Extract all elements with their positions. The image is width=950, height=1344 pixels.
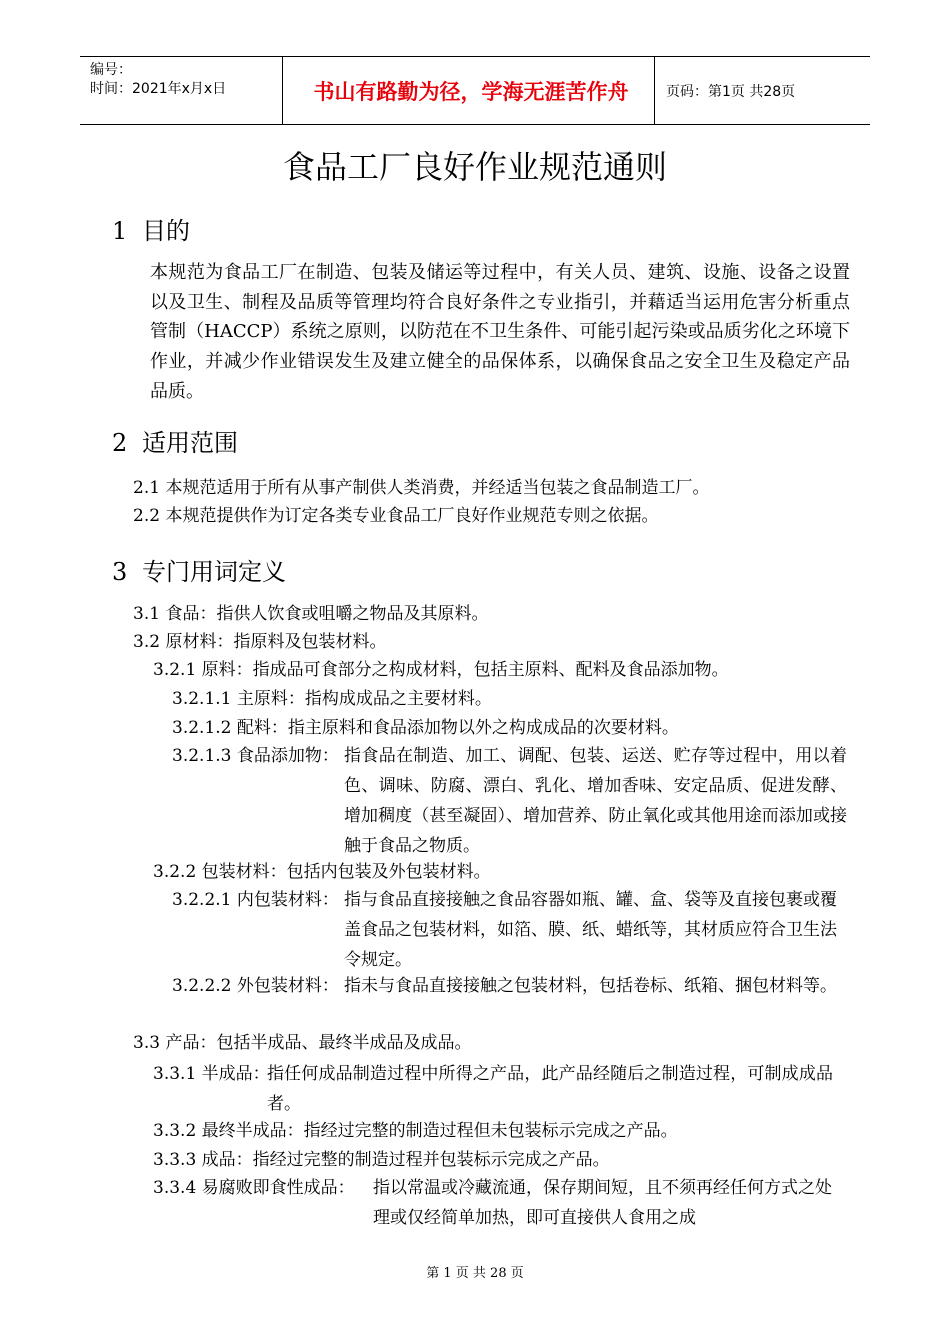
section-3-heading	[112, 556, 286, 588]
definition-3-2-1: 3.2.1 原料：指成品可食部分之构成材料，包括主原料、配料及食品添加物。	[153, 660, 729, 680]
header-divider-1	[282, 56, 283, 124]
definition-3-2-2-1	[172, 885, 837, 975]
definition-3-2-1-3-body: 指食品在制造、加工、调配、包装、运送、贮存等过程中，用以着色、调味、防腐、漂白、乳化、增加香味、安定品质、促进发酵、增加稠度（甚至凝固）、增加营养、防止氧化或其他用途而添加或接触于食品之物质。	[344, 746, 847, 856]
definition-3-3-1-body: 指任何成品制造过程中所得之产品，此产品经随后之制造过程，可制成成品者。	[267, 1064, 833, 1114]
header-page-label: 页码：第1页 共28页	[666, 84, 796, 100]
definition-3-3-1-label: 3.3.1 半成品：	[153, 1064, 270, 1084]
definition-3-2-2-2-body: 指未与食品直接接触之包装材料，包括卷标、纸箱、捆包材料等。	[344, 976, 837, 996]
definition-3-2-2: 3.2.2 包装材料：包括内包装及外包装材料。	[153, 862, 491, 882]
definition-3-2-1-3-label: 3.2.1.3 食品添加物：	[172, 746, 339, 766]
header-top-rule	[80, 56, 870, 57]
section-2-item: 2.2 本规范提供作为订定各类专业食品工厂良好作业规范专则之依据。	[133, 506, 659, 526]
section-1-number: 1	[112, 217, 128, 245]
definition-3-3-3: 3.3.3 成品：指经过完整的制造过程并包装标示完成之产品。	[153, 1150, 610, 1170]
definition-3-2-1-3	[172, 741, 847, 861]
definition-3-2-2-2	[172, 971, 837, 1001]
header-code-label: 编号：	[90, 62, 132, 78]
section-2-heading	[112, 427, 238, 459]
definition-3-2: 3.2 原材料：指原料及包装材料。	[133, 632, 387, 652]
section-2-number: 2	[112, 429, 128, 457]
definition-3-3-2: 3.3.2 最终半成品：指经过完整的制造过程但未包装标示完成之产品。	[153, 1121, 678, 1141]
section-3-number: 3	[112, 558, 128, 586]
document-title: 食品工厂良好作业规范通则	[282, 148, 667, 186]
page-footer: 第 1 页 共 28 页	[426, 1266, 524, 1281]
definition-3-3-4-body: 指以常温或冷藏流通，保存期间短，且不须再经任何方式之处理或仅经简单加热，即可直接供人食用之成	[373, 1178, 832, 1228]
definition-3-2-2-1-body: 指与食品直接接触之食品容器如瓶、罐、盒、袋等及直接包裹或覆盖食品之包装材料，如箔、膜、纸、蜡纸等，其材质应符合卫生法令规定。	[344, 890, 837, 970]
definition-3-2-1-1: 3.2.1.1 主原料：指构成成品之主要材料。	[172, 689, 492, 709]
section-1-body: 本规范为食品工厂在制造、包装及储运等过程中，有关人员、建筑、设施、设备之设置以及卫生、制程及品质等管理均符合良好条件之专业指引，并藉适当运用危害分析重点管制（HACCP）系统之原则，以防范在不卫生条件、可能引起污染或品质劣化之环境下作业，并减少作业错误发生及建立健全的品保体系，以确保食品之安全卫生及稳定产品品质。	[150, 262, 850, 402]
header-bottom-rule	[80, 124, 870, 125]
definition-3-3-4	[153, 1173, 838, 1233]
section-1-heading	[112, 215, 190, 247]
definition-3-3: 3.3 产品：包括半成品、最终半成品及成品。	[133, 1033, 472, 1053]
definition-3-3-4-label: 3.3.4 易腐败即食性成品：	[153, 1178, 355, 1198]
section-1-title: 目的	[142, 217, 190, 245]
header-time-label: 时间：2021年x月x日	[90, 81, 227, 97]
definition-3-3-1	[153, 1059, 833, 1119]
definition-3-2-2-2-label: 3.2.2.2 外包装材料：	[172, 976, 339, 996]
section-2-item: 2.1 本规范适用于所有从事产制供人类消费，并经适当包装之食品制造工厂。	[133, 478, 710, 498]
header-divider-2	[654, 56, 655, 124]
section-3-title: 专门用词定义	[142, 558, 286, 586]
header-motto: 书山有路勤为径，学海无涯苦作舟	[313, 80, 629, 104]
definition-3-2-2-1-label: 3.2.2.1 内包装材料：	[172, 890, 339, 910]
definition-3-1: 3.1 食品：指供人饮食或咀嚼之物品及其原料。	[133, 604, 489, 624]
section-2-title: 适用范围	[142, 429, 238, 457]
definition-3-2-1-2: 3.2.1.2 配料：指主原料和食品添加物以外之构成成品的次要材料。	[172, 718, 679, 738]
